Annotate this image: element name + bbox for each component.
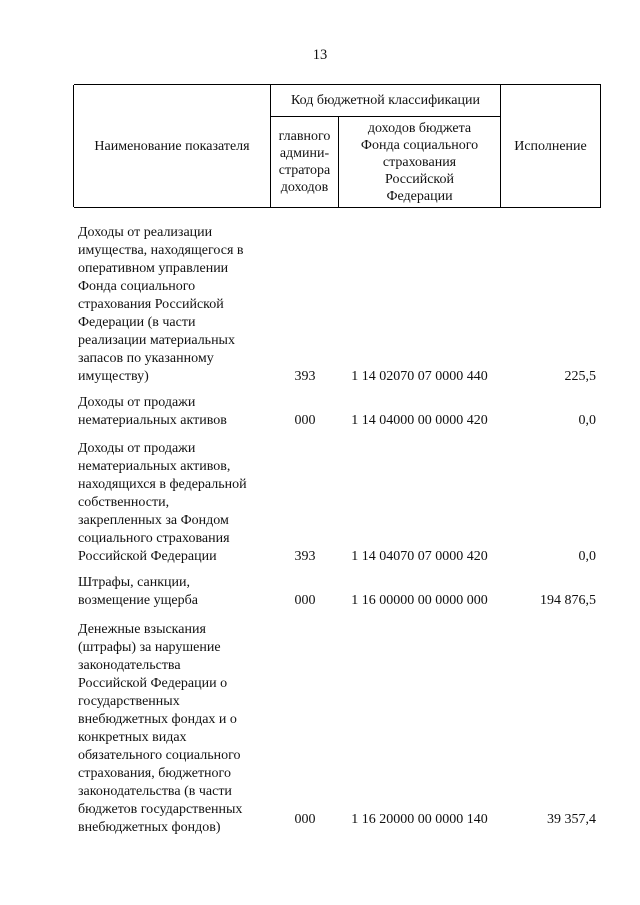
- indicator-name: Доходы от продажи нематериальных активов: [78, 395, 227, 428]
- revenue-code: 1 14 04070 07 0000 420: [351, 549, 488, 564]
- indicator-name: Доходы от продажи нематериальных активов, находящихся в федеральной собственности, закрепленных за Фондом социального страхования Российской Федерации: [78, 441, 247, 564]
- header-indicator-name: Наименование показателя: [94, 138, 250, 154]
- indicator-name: Доходы от реализации имущества, находящегося в оперативном управлении Фонда социального страхования Российской Федерации (в части реализации материальных запасов по указанному имуществу): [78, 225, 244, 384]
- revenue-code: 1 16 00000 00 0000 000: [351, 593, 488, 608]
- revenue-code: 1 16 20000 00 0000 140: [351, 812, 488, 827]
- header-divider: [600, 85, 601, 207]
- admin-code: 000: [294, 413, 316, 428]
- execution-value: 0,0: [578, 549, 596, 564]
- admin-code: 000: [294, 593, 316, 608]
- header-fund-budget-revenues: доходов бюджета Фонда социального страхования Российской Федерации: [360, 120, 479, 204]
- table-header: [74, 84, 601, 208]
- revenue-code: 1 14 04000 00 0000 420: [351, 413, 488, 428]
- header-budget-classification-code: Код бюджетной классификации: [291, 93, 480, 108]
- header-execution: Исполнение: [514, 138, 587, 154]
- revenue-code: 1 14 02070 07 0000 440: [351, 369, 488, 384]
- execution-value: 225,5: [564, 369, 596, 384]
- indicator-name: Денежные взыскания (штрафы) за нарушение законодательства Российской Федерации о государственных внебюджетных фондах и о конкретных видах обязательного социального страхования, бюджетного законодательства (в части бюджетов государственных внебюджетных фондов): [78, 622, 243, 835]
- execution-value: 194 876,5: [540, 593, 596, 608]
- execution-value: 39 357,4: [547, 812, 596, 827]
- header-chief-administrator: главного админи- стратора доходов: [278, 129, 331, 195]
- execution-value: 0,0: [578, 413, 596, 428]
- admin-code: 393: [294, 369, 316, 384]
- table-row: [0, 440, 640, 566]
- table-row: [0, 394, 640, 430]
- table-row: [0, 224, 640, 386]
- table-row: [0, 574, 640, 610]
- admin-code: 000: [294, 812, 316, 827]
- indicator-name: Штрафы, санкции, возмещение ущерба: [78, 575, 198, 608]
- table-row: [0, 621, 640, 837]
- admin-code: 393: [294, 549, 316, 564]
- page-number: 13: [312, 47, 328, 63]
